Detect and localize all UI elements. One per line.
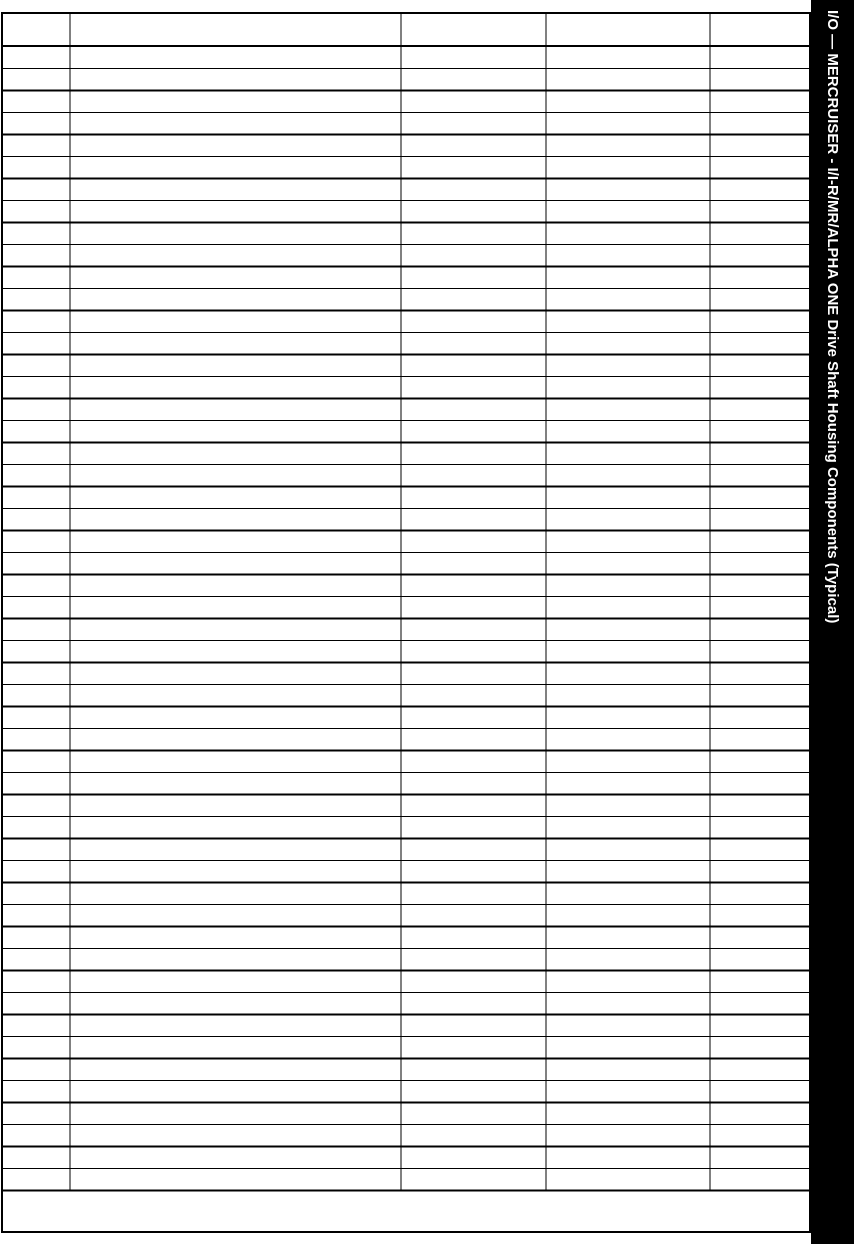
table-border (2, 13, 810, 1232)
section-title: I/O — MERCRUISER - I/I-R/MR/ALPHA ONE Drive Shaft Housing Components (Typical) (824, 10, 841, 624)
